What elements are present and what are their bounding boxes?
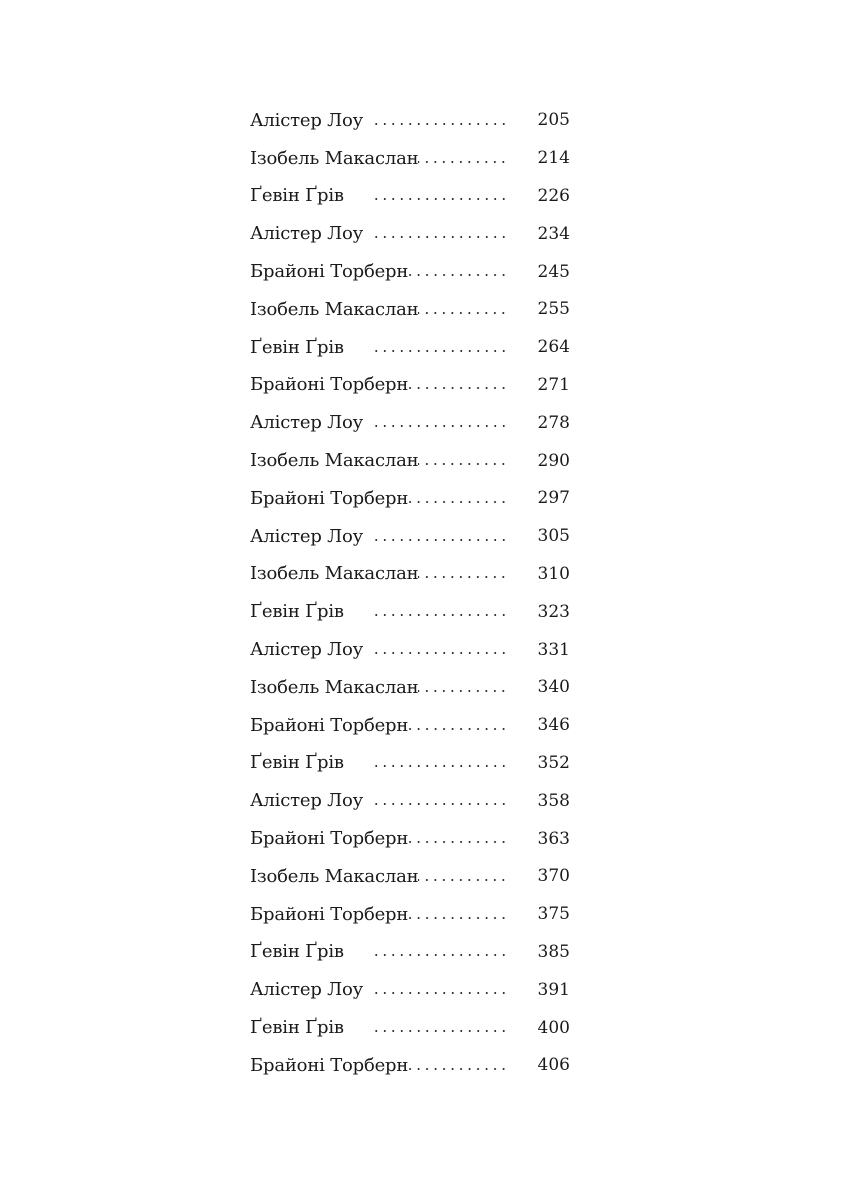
toc-entry[interactable]: [250, 102, 570, 140]
dot-leader: [372, 123, 508, 125]
toc-entry-title: Ґевін Ґрів: [250, 941, 344, 963]
toc-entry-page-number: 340: [537, 677, 570, 698]
toc-entry-title: Алістер Лоу: [250, 790, 364, 812]
toc-entry-page-number: 226: [537, 185, 570, 206]
table-of-contents: [250, 102, 570, 1085]
toc-entry-page-number: 385: [537, 941, 570, 962]
toc-entry-page-number: 255: [537, 299, 570, 320]
dot-leader: [418, 463, 508, 465]
toc-entry-page-number: 278: [537, 412, 570, 433]
dot-leader: [372, 614, 508, 616]
dot-leader: [418, 312, 508, 314]
toc-entry-title: Алістер Лоу: [250, 109, 364, 131]
toc-entry-page-number: 406: [537, 1055, 570, 1076]
toc-entry-title: Алістер Лоу: [250, 639, 364, 661]
toc-entry-page-number: 205: [537, 110, 570, 131]
toc-entry-title: Ґевін Ґрів: [250, 336, 344, 358]
toc-entry[interactable]: [250, 291, 570, 329]
toc-entry-title: Алістер Лоу: [250, 979, 364, 1001]
dot-leader: [372, 765, 508, 767]
dot-leader: [408, 728, 508, 730]
toc-entry-title: Ґевін Ґрів: [250, 185, 344, 207]
toc-entry[interactable]: [250, 593, 570, 631]
toc-entry-title: Брайоні Торберн: [250, 714, 409, 736]
toc-entry-title: Алістер Лоу: [250, 525, 364, 547]
toc-entry-page-number: 305: [537, 526, 570, 547]
toc-entry-title: Алістер Лоу: [250, 412, 364, 434]
toc-entry-title: Брайоні Торберн: [250, 1054, 409, 1076]
toc-entry-page-number: 363: [537, 828, 570, 849]
toc-entry[interactable]: [250, 934, 570, 972]
toc-entry[interactable]: [250, 669, 570, 707]
toc-entry-page-number: 323: [537, 601, 570, 622]
toc-entry-title: Ґевін Ґрів: [250, 1017, 344, 1039]
toc-entry[interactable]: [250, 253, 570, 291]
toc-entry-title: Брайоні Торберн: [250, 828, 409, 850]
toc-entry-page-number: 331: [537, 639, 570, 660]
toc-entry-title: Ізобель Макаслан: [250, 563, 419, 585]
toc-entry[interactable]: [250, 971, 570, 1009]
toc-entry[interactable]: [250, 1009, 570, 1047]
toc-entry-title: Брайоні Торберн: [250, 261, 409, 283]
toc-entry-page-number: 214: [537, 148, 570, 169]
toc-entry-title: Алістер Лоу: [250, 223, 364, 245]
dot-leader: [418, 690, 508, 692]
dot-leader: [372, 992, 508, 994]
dot-leader: [408, 841, 508, 843]
toc-entry-title: Ґевін Ґрів: [250, 601, 344, 623]
toc-entry[interactable]: [250, 1047, 570, 1085]
toc-entry-title: Ізобель Макаслан: [250, 298, 419, 320]
toc-entry-title: Ґевін Ґрів: [250, 752, 344, 774]
dot-leader: [418, 879, 508, 881]
dot-leader: [372, 236, 508, 238]
toc-entry[interactable]: [250, 782, 570, 820]
toc-entry[interactable]: [250, 745, 570, 783]
toc-entry-page-number: 375: [537, 904, 570, 925]
dot-leader: [408, 501, 508, 503]
toc-entry-page-number: 297: [537, 488, 570, 509]
dot-leader: [418, 161, 508, 163]
toc-entry-title: Ізобель Макаслан: [250, 450, 419, 472]
dot-leader: [408, 917, 508, 919]
toc-entry-title: Брайоні Торберн: [250, 903, 409, 925]
dot-leader: [418, 576, 508, 578]
toc-entry[interactable]: [250, 820, 570, 858]
toc-entry[interactable]: [250, 367, 570, 405]
toc-entry-page-number: 370: [537, 866, 570, 887]
toc-entry-page-number: 346: [537, 715, 570, 736]
toc-entry-page-number: 358: [537, 790, 570, 811]
toc-entry-title: Ізобель Макаслан: [250, 147, 419, 169]
toc-entry[interactable]: [250, 215, 570, 253]
toc-entry-title: Брайоні Торберн: [250, 487, 409, 509]
toc-entry[interactable]: [250, 631, 570, 669]
toc-entry[interactable]: [250, 329, 570, 367]
toc-entry-page-number: 245: [537, 261, 570, 282]
toc-entry-page-number: 290: [537, 450, 570, 471]
dot-leader: [408, 1068, 508, 1070]
dot-leader: [372, 954, 508, 956]
dot-leader: [372, 1030, 508, 1032]
toc-entry[interactable]: [250, 707, 570, 745]
toc-entry[interactable]: [250, 858, 570, 896]
toc-entry-page-number: 271: [537, 374, 570, 395]
toc-entry-title: Брайоні Торберн: [250, 374, 409, 396]
toc-entry-page-number: 234: [537, 223, 570, 244]
toc-entry[interactable]: [250, 518, 570, 556]
toc-entry[interactable]: [250, 442, 570, 480]
toc-entry[interactable]: [250, 404, 570, 442]
dot-leader: [372, 803, 508, 805]
dot-leader: [408, 274, 508, 276]
dot-leader: [372, 539, 508, 541]
toc-entry[interactable]: [250, 140, 570, 178]
dot-leader: [372, 425, 508, 427]
dot-leader: [372, 652, 508, 654]
toc-entry[interactable]: [250, 178, 570, 216]
toc-entry-page-number: 352: [537, 752, 570, 773]
toc-entry[interactable]: [250, 480, 570, 518]
toc-entry-title: Ізобель Макаслан: [250, 865, 419, 887]
toc-entry[interactable]: [250, 556, 570, 594]
toc-entry-page-number: 400: [537, 1017, 570, 1038]
toc-entry[interactable]: [250, 896, 570, 934]
toc-entry-page-number: 264: [537, 337, 570, 358]
dot-leader: [372, 350, 508, 352]
toc-entry-page-number: 310: [537, 563, 570, 584]
toc-entry-title: Ізобель Макаслан: [250, 676, 419, 698]
toc-entry-page-number: 391: [537, 979, 570, 1000]
dot-leader: [408, 387, 508, 389]
dot-leader: [372, 198, 508, 200]
